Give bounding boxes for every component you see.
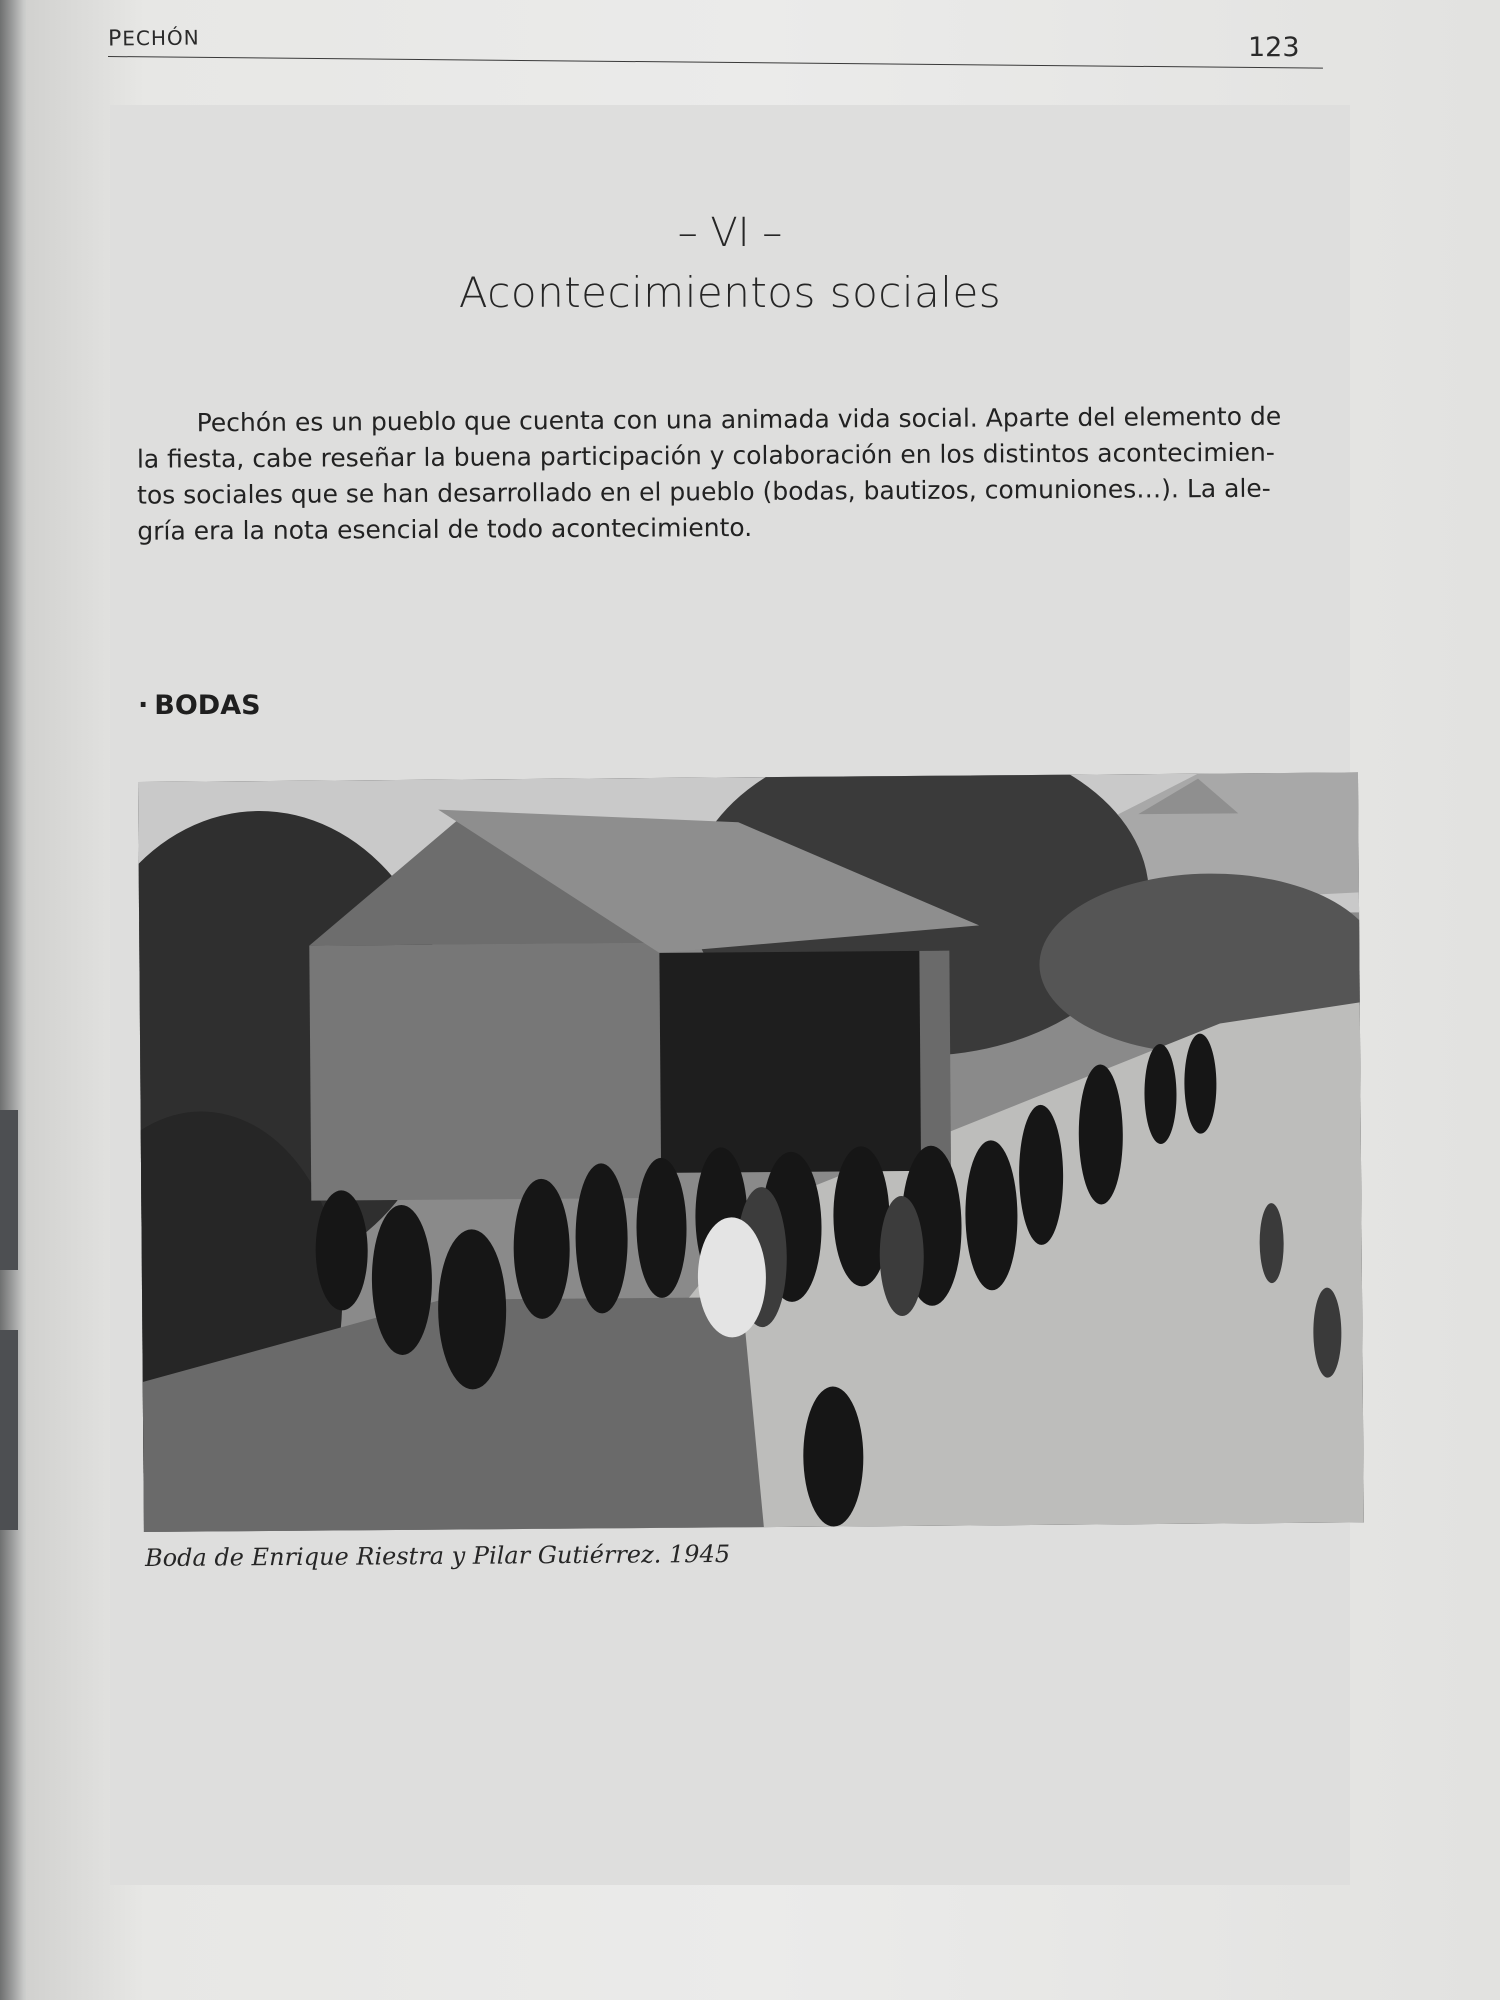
section-heading <box>138 690 261 721</box>
running-head-rest: ECHÓN <box>122 25 200 51</box>
intro-line: tos sociales que se han desarrollado en el pueblo (bodas, bautizos, comuniones…). La ale- <box>137 473 1271 510</box>
photo-scene <box>138 772 1364 1532</box>
adjacent-page-fragment <box>0 1330 18 1530</box>
stone-hut <box>309 943 661 1201</box>
running-head <box>108 26 200 52</box>
adjacent-page-fragment <box>0 1110 18 1270</box>
wedding-photograph <box>138 772 1364 1532</box>
intro-line: gría era la nota esencial de todo acontecimiento. <box>137 512 753 546</box>
page-number: 123 <box>1248 32 1300 63</box>
intro-paragraph <box>137 398 1338 549</box>
intro-line: Pechón es un pueblo que cuenta con una animada vida social. Aparte del elemento de <box>196 401 1282 438</box>
hut-opening <box>659 951 941 1173</box>
chapter-number: – VI – <box>677 210 783 256</box>
chapter-title: Acontecimientos sociales <box>458 268 1002 317</box>
running-head-initial: P <box>107 26 123 52</box>
section-bullet: · <box>138 690 149 721</box>
section-heading-text: BODAS <box>154 690 261 721</box>
intro-line: la fiesta, cabe reseñar la buena participación y colaboración en los distintos acontecimien- <box>136 437 1275 474</box>
photo-caption: Boda de Enrique Riestra y Pilar Gutiérrez. 1945 <box>144 1539 731 1573</box>
